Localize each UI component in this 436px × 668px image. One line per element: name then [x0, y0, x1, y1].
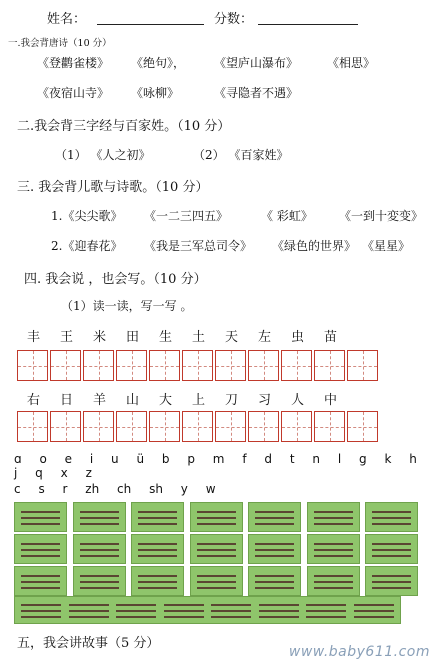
writing-grid-cell[interactable] [17, 350, 48, 381]
pinyin-row-1 [14, 452, 436, 480]
name-label: 姓名： [47, 12, 87, 27]
poem-title: 《相思》 [327, 56, 376, 70]
writing-grid-cell[interactable] [215, 350, 246, 381]
name-blank[interactable] [97, 24, 204, 25]
pinyin-row-2 [14, 482, 230, 496]
song-title: 《我是三军总司令》 [144, 239, 253, 253]
pinyin-letter: ü [136, 452, 145, 466]
pinyin-practice-box[interactable] [73, 502, 126, 532]
pinyin-letter: c [14, 482, 21, 496]
pinyin-letter: o [39, 452, 47, 466]
hanzi: 天 [224, 330, 238, 345]
pinyin-letter: h [409, 452, 417, 466]
writing-grid-cell[interactable] [248, 350, 279, 381]
writing-grid-cell[interactable] [83, 411, 114, 442]
pinyin-practice-box[interactable] [190, 566, 243, 596]
pinyin-practice-box[interactable] [14, 534, 67, 564]
pinyin-letter: e [64, 452, 73, 466]
pinyin-practice-box[interactable] [248, 502, 301, 532]
char-row-1 [17, 326, 347, 345]
pinyin-letter: p [187, 452, 195, 466]
song-title: 《绿色的世界》 [272, 239, 357, 253]
pinyin-letter: x [60, 466, 68, 480]
pinyin-practice-bar[interactable] [14, 596, 401, 624]
pinyin-practice-box[interactable] [190, 534, 243, 564]
pinyin-letter: m [212, 452, 225, 466]
hanzi: 日 [59, 393, 73, 408]
hanzi: 生 [158, 330, 172, 345]
hanzi: 习 [257, 393, 271, 408]
pinyin-letter: f [242, 452, 247, 466]
pinyin-practice-box[interactable] [190, 502, 243, 532]
pinyin-practice-box[interactable] [307, 534, 360, 564]
hanzi: 中 [323, 393, 337, 408]
writing-grid-cell[interactable] [83, 350, 114, 381]
pinyin-letter: d [264, 452, 273, 466]
writing-grid-cell[interactable] [50, 350, 81, 381]
hanzi: 人 [290, 393, 304, 408]
section4-title: 四. 我会说 ，也会写。（10 分） [24, 272, 207, 287]
song-title: 《一二三四五》 [144, 209, 229, 223]
section1-title: 一.我会背唐诗（10 分） [8, 38, 112, 49]
song-title: 《 彩虹》 [261, 209, 313, 223]
pinyin-practice-box[interactable] [131, 566, 184, 596]
hanzi: 米 [92, 330, 106, 345]
pinyin-letter: y [180, 482, 188, 496]
pinyin-practice-box[interactable] [14, 502, 67, 532]
writing-grid-cell[interactable] [248, 411, 279, 442]
pinyin-letter: ɑ [14, 452, 22, 466]
hanzi: 大 [158, 393, 172, 408]
pinyin-letter: q [35, 466, 43, 480]
section5-title: 五，我会讲故事（5 分） [17, 636, 160, 651]
pinyin-letter: w [205, 482, 216, 496]
pinyin-practice-box[interactable] [365, 534, 418, 564]
pinyin-letter: l [337, 452, 342, 466]
writing-grid-cell[interactable] [149, 411, 180, 442]
hanzi: 土 [191, 330, 205, 345]
pinyin-practice-box[interactable] [307, 502, 360, 532]
pinyin-letter: ch [117, 482, 132, 496]
pinyin-letter: t [289, 452, 295, 466]
poem-title: 《寻隐者不遇》 [214, 86, 299, 100]
hanzi: 上 [191, 393, 205, 408]
hanzi: 羊 [92, 393, 106, 408]
pinyin-practice-box[interactable] [73, 534, 126, 564]
pinyin-letter: r [62, 482, 68, 496]
pinyin-letter: zh [85, 482, 100, 496]
pinyin-letter: g [359, 452, 367, 466]
writing-grid-cell[interactable] [116, 411, 147, 442]
hanzi: 田 [125, 330, 139, 345]
writing-grid-cell[interactable] [314, 411, 345, 442]
song-title: 《一到十変变》 [339, 209, 424, 223]
pinyin-practice-box[interactable] [365, 566, 418, 596]
poem-title: 《夜宿山寺》 [37, 86, 110, 100]
writing-grid-cell[interactable] [182, 350, 213, 381]
pinyin-practice-box[interactable] [248, 534, 301, 564]
hanzi: 丰 [26, 330, 40, 345]
pinyin-practice-box[interactable] [14, 566, 67, 596]
section4-subtitle: （1）读一读，写一写 。 [61, 299, 193, 313]
poem-title: 《咏柳》 [131, 86, 180, 100]
writing-grid-cell[interactable] [347, 350, 378, 381]
pinyin-letter: s [38, 482, 45, 496]
writing-grid-cell[interactable] [347, 411, 378, 442]
poem-title: 《绝句》， [131, 56, 186, 70]
writing-grid-cell[interactable] [215, 411, 246, 442]
pinyin-letter: n [312, 452, 320, 466]
pinyin-letter: j [14, 466, 18, 480]
writing-grid-cell[interactable] [116, 350, 147, 381]
pinyin-practice-box[interactable] [131, 502, 184, 532]
song-title: 2.《迎春花》 [51, 239, 123, 253]
poem-title: 《望庐山瀑布》 [214, 56, 299, 70]
watermark-text: www.baby611.com [288, 644, 430, 660]
section3-title: 三. 我会背儿歌与诗歌。（10 分） [17, 180, 209, 195]
pinyin-letter: sh [149, 482, 163, 496]
pinyin-practice-box[interactable] [248, 566, 301, 596]
hanzi: 右 [26, 393, 40, 408]
hanzi: 左 [257, 330, 271, 345]
writing-grid-cell[interactable] [281, 411, 312, 442]
pinyin-practice-box[interactable] [365, 502, 418, 532]
section2-item: （1） 《人之初》 [55, 148, 151, 162]
poem-title: 《登鹳雀楼》 [37, 56, 110, 70]
pinyin-letter: b [161, 452, 170, 466]
pinyin-practice-box[interactable] [307, 566, 360, 596]
pinyin-practice-box[interactable] [73, 566, 126, 596]
hanzi: 刀 [224, 393, 238, 408]
writing-grid-cell[interactable] [50, 411, 81, 442]
char-row-2 [17, 389, 347, 408]
pinyin-letter: z [85, 466, 92, 480]
writing-grid-cell[interactable] [281, 350, 312, 381]
score-label: 分数： [214, 12, 254, 27]
writing-grid-cell[interactable] [182, 411, 213, 442]
tianzige-row-2 [17, 411, 380, 442]
pinyin-letter: u [111, 452, 119, 466]
hanzi: 山 [125, 393, 139, 408]
tianzige-row-1 [17, 350, 380, 381]
song-title: 《星星》 [362, 239, 411, 253]
song-title: 1.《尖尖歌》 [51, 209, 123, 223]
section2-item: （2） 《百家姓》 [193, 148, 289, 162]
writing-grid-cell[interactable] [314, 350, 345, 381]
hanzi: 苗 [323, 330, 337, 345]
pinyin-practice-box[interactable] [131, 534, 184, 564]
hanzi: 王 [59, 330, 73, 345]
section2-title: 二.我会背三字经与百家姓。（10 分） [17, 119, 231, 134]
hanzi: 虫 [290, 330, 304, 345]
writing-grid-cell[interactable] [17, 411, 48, 442]
score-blank[interactable] [258, 24, 358, 25]
writing-grid-cell[interactable] [149, 350, 180, 381]
pinyin-letter: i [89, 452, 94, 466]
pinyin-letter: k [384, 452, 392, 466]
